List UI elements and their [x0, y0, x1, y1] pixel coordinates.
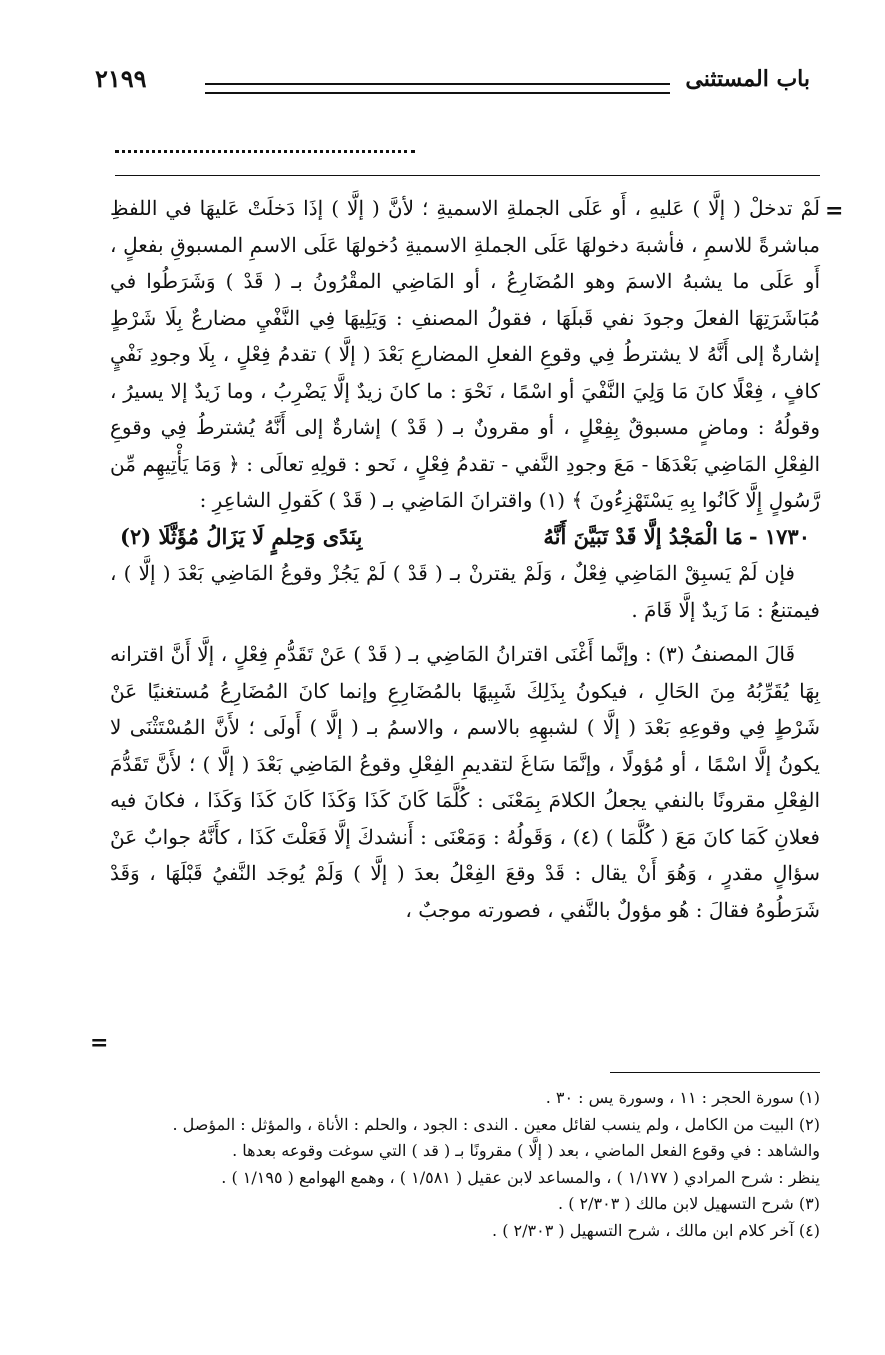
- dotted-separator: [115, 150, 415, 153]
- continuation-mark-bottom: =: [90, 1030, 109, 1056]
- footnote-2-references: ينظر : شرح المرادي ( ١/١٧٧ ) ، والمساعد لابن عقيل ( ١/٥٨١ ) ، وهمع الهوامع ( ١/١٩٥ ) .: [221, 1167, 820, 1187]
- paragraph-3: قَالَ المصنفُ (٣) : وإنَّما أَغْنَى اقترانُ المَاضِي بـ ( قَدْ ) عَنْ تَقَدُّمِ فِعْلٍ ، إلَّا أَنَّ اقترانه بِهَا يُقَرِّبُهُ مِنَ الحَالِ ، فيكونُ بِذَلِكَ شَبِيهًا بالمُضَارِعِ وإنما كانَ المُضَارِعُ مُستغنيًا عَنْ شَرْطٍ فِي وقوعِهِ بَعْدَ ( إلَّا ) لشبهِهِ بالاسم ، والاسمُ بـ ( إلَّا ) أَولَى ؛ لأَنَّ المُسْتَثْنَى لا يكونُ إلَّا اسْمًا ، أو مُؤولًا ، وإنَّمَا سَاغَ لتقديمِ الفِعْلِ وقوعُ المَاضِي بَعْدَ ( إلَّا ) ؛ لأَنَّ تَقَدُّمَ الفِعْلِ مقرونًا بالنفي يجعلُ الكلامَ بِمَعْنَى : كُلَّمَا كَانَ كَذَا وَكَذَا كَانَ كَذَا وَكَذَا ، فكانَ فيه فعلانِ كَمَا كانَ مَعَ ( كُلَّمَا ) (٤) ، وَقَولُهُ : وَمَعْنَى : أَنشدكَ إلَّا فَعَلْتَ كَذَا ، كأَنَّهُ جوابٌ عَنْ سؤالٍ مقدرٍ ، وَهُوَ أَنْ يقال : قَدْ وقعَ الفِعْلُ بعدَ ( إلَّا ) وَلَمْ يُوجَد النَّفيُ قَبْلَهَا ، وَقَدْ شَرَطُوهُ فقالَ : هُو مؤولٌ بالنَّفي ، فصورته موجبٌ ،: [110, 642, 820, 922]
- verse-number: ١٧٣٠ -: [748, 523, 810, 549]
- main-text: [110, 190, 820, 928]
- footnote-2: (٢) البيت من الكامل ، ولم ينسب لقائل معين . الندى : الجود ، والحلم : الأناة ، والمؤثل : المؤصل .: [172, 1114, 820, 1134]
- verse-hemistich-1: مَا الْمَجْدُ إلَّا قَدْ تَبَيَّنَ أَنَّهُ: [543, 523, 743, 549]
- page-number: ٢١٩٩: [95, 64, 147, 93]
- paragraph-1: لَمْ تدخلْ ( إلَّا ) عَليهِ ، أَو عَلَى الجملةِ الاسميةِ ؛ لأنَّ ( إلَّا ) إذَا دَخلَتْ عَليهَا في اللفظِ مباشرةً للاسمِ ، فأشبهَ دخولهَا عَلَى الجملةِ الاسميةِ دُخولهَا عَلَى الاسمِ المسبوقِ بفعلٍ ، أَو عَلَى ما يشبهُ الاسمَ وهو المُضَارِعُ ، أو المَاضِي المقْرُونُ بـ ( قَدْ ) وَشَرَطُوا في مُبَاشَرَتِهَا الفعلَ وجودَ نفي قَبلَهَا ، فقولُ المصنفِ : وَيَلِيهَا فِي النَّفْيِ مضارعٌ بِلَا شَرْطٍ إشارةٌ إلى أَنَّهُ لا يشترطُ فِي وقوعِ الفعلِ المضارعِ بَعْدَ ( إلَّا ) تقدمُ فِعْلٍ ، بِلَا وجودِ نَفْيٍ كافٍ ، فِعْلًا كانَ مَا وَلِيَ النَّفْيَ أو اسْمًا ، نَحْوَ : ما كانَ زيدٌ إلَّا يَضْرِبُ ، وما زَيدٌ إلا يسيرُ ، وقولُهُ : وماضٍ مسبوقٌ بِفِعْلٍ ، أو مقرونٌ بـ ( قَدْ ) إشارةٌ إلى أَنَّهُ يُشترطُ فِي وقوعِ الفِعْلِ المَاضِي بَعْدَهَا - مَعَ وجودِ النَّفي - تقدمُ فِعْلٍ ، نَحو : قولِهِ تعالَى : ﴿ وَمَا يَأْتِيهِم مِّن رَّسُولٍ إِلَّا كَانُوا بِهِ يَسْتَهْزِءُونَ ﴾ (١) واقترانَ المَاضِي بـ ( قَدْ ) كَقولِ الشاعِرِ :: [110, 196, 821, 512]
- footnote-4: (٤) آخر كلام ابن مالك ، شرح التسهيل ( ٢/٣٠٣ ) .: [492, 1220, 820, 1240]
- chapter-title: باب المستثنى: [685, 66, 810, 92]
- verse-hemistich-2: بِنَدًى وَحِلمٍ لَا يَزَالُ مُؤَثَّلَا (٢): [120, 523, 363, 549]
- top-rule: [115, 175, 820, 176]
- header-rule: [205, 83, 670, 94]
- footnotes: [110, 1085, 820, 1244]
- footnote-2-witness: والشاهد : في وقوع الفعل الماضي ، بعد ( إلَّا ) مقرونًا بـ ( قد ) التي سوغت وقوعه بعدها .: [232, 1141, 820, 1160]
- continuation-mark-top: =: [825, 198, 844, 224]
- poetry-verse: [110, 519, 820, 556]
- footnote-1: (١) سورة الحجر : ١١ ، وسورة يس : ٣٠ .: [545, 1088, 820, 1107]
- footnote-3: (٣) شرح التسهيل لابن مالك ( ٢/٣٠٣ ) .: [558, 1194, 820, 1213]
- verse-first-half: [543, 519, 810, 556]
- footnote-separator: [610, 1072, 820, 1073]
- paragraph-2: فإن لَمْ يَسبِقْ المَاضِي فِعْلٌ ، وَلَمْ يقترنْ بـ ( قَدْ ) لَمْ يَجُزْ وقوعُ المَاضِي بَعْدَ ( إلَّا ) ، فيمتنعُ : مَا زَيدٌ إلَّا قَامَ .: [110, 561, 820, 622]
- page-header: [95, 58, 810, 108]
